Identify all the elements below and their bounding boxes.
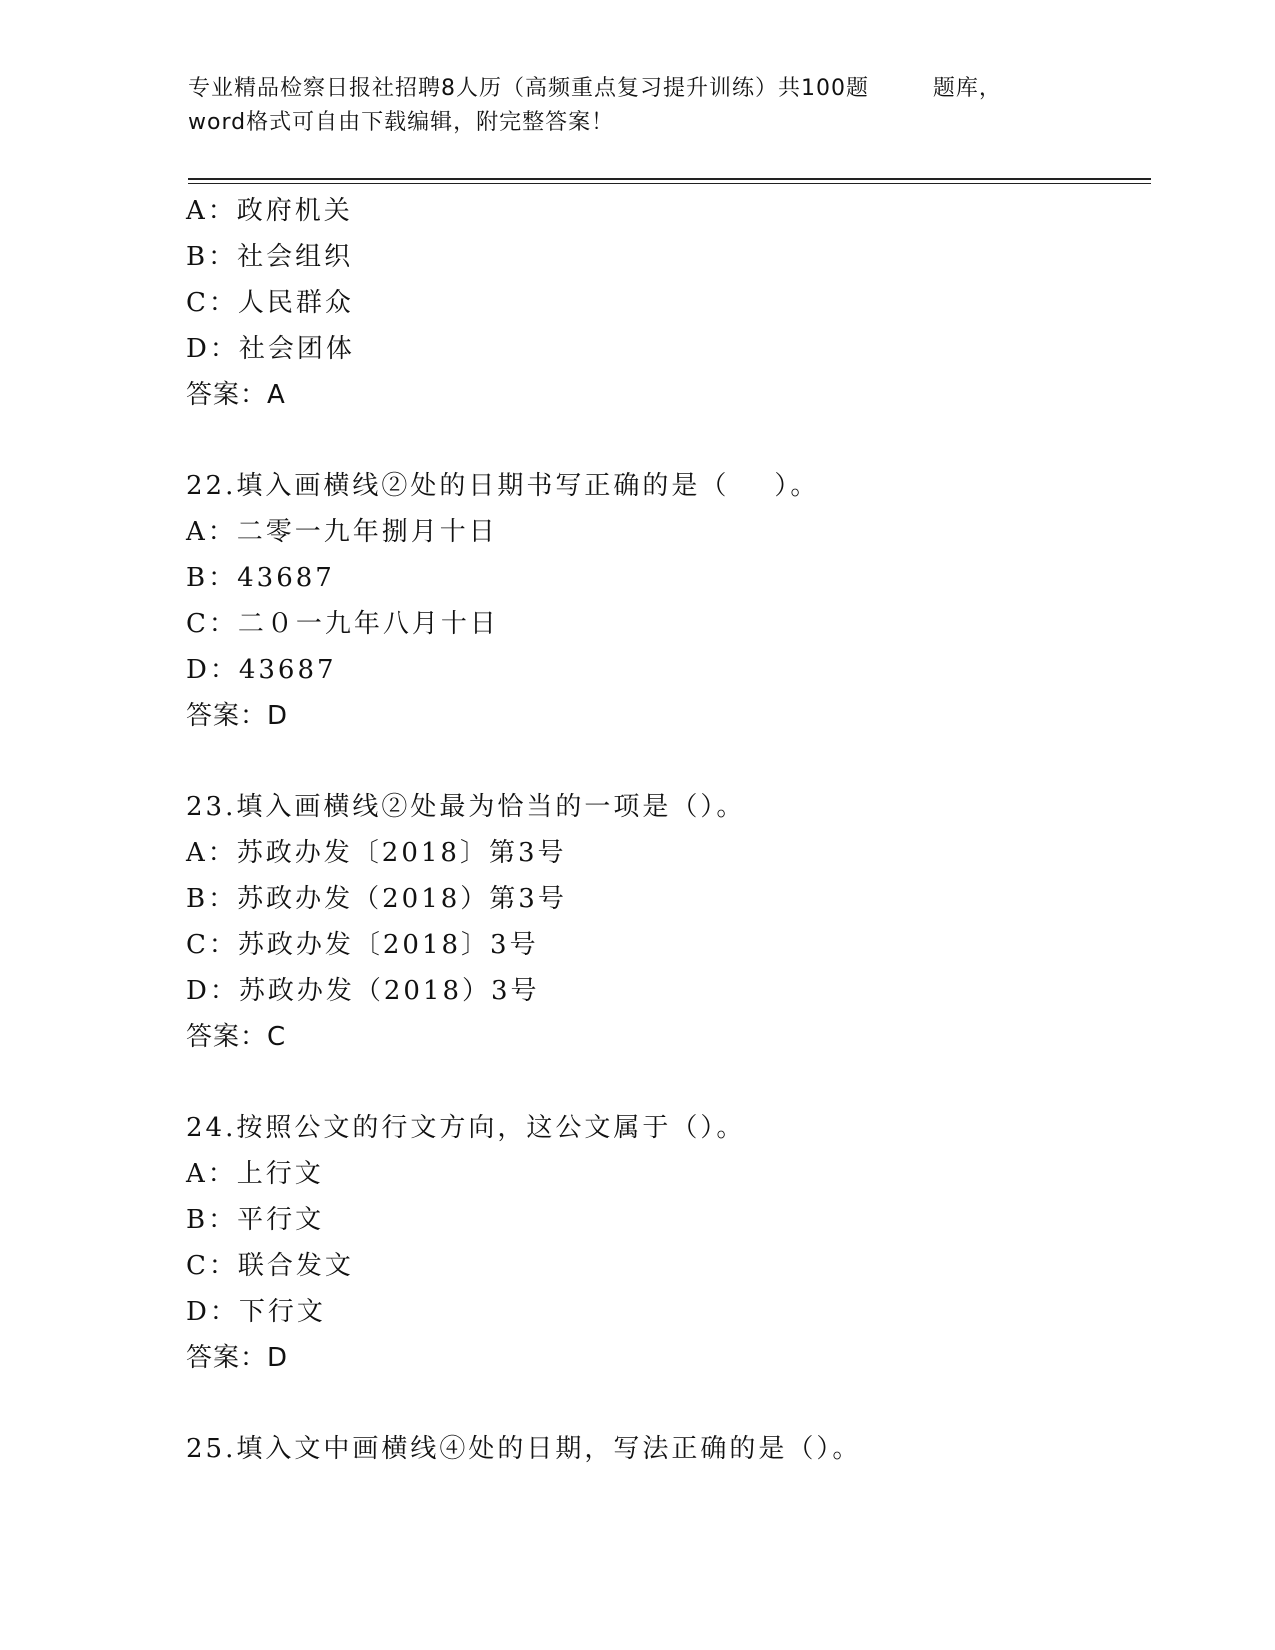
option-d: D：43687: [186, 655, 337, 685]
question-block-24: [186, 1105, 1146, 1381]
option-c: C：人民群众: [186, 288, 354, 318]
question-text: 24.按照公文的行文方向，这公文属于（）。: [186, 1113, 746, 1143]
header-subtitle-line: word格式可自由下载编辑，附完整答案！: [188, 110, 615, 135]
question-block-25: [186, 1426, 1146, 1472]
document-header: [188, 72, 1148, 140]
option-b: B：社会组织: [186, 242, 354, 272]
question-list: [186, 188, 1146, 1472]
option-a: A：上行文: [186, 1159, 324, 1189]
question-text: 25.填入文中画横线④处的日期，写法正确的是（）。: [186, 1434, 862, 1464]
option-c: C：二０一九年八月十日: [186, 609, 499, 639]
question-block-23: [186, 784, 1146, 1060]
answer-line: 答案：A: [186, 380, 286, 410]
question-block-21: [186, 188, 1146, 418]
header-divider-thick: [188, 178, 1151, 180]
option-c: C：联合发文: [186, 1251, 354, 1281]
answer-line: 答案：D: [186, 1343, 289, 1373]
option-b: B：平行文: [186, 1205, 325, 1235]
question-block-22: [186, 463, 1146, 739]
option-b: B：43687: [186, 563, 335, 593]
option-d: D：下行文: [186, 1297, 326, 1327]
option-d: D：苏政办发（2018）3号: [186, 976, 540, 1006]
option-a: A：苏政办发〔2018〕第3号: [186, 838, 567, 868]
option-c: C：苏政办发〔2018〕3号: [186, 930, 539, 960]
answer-line: 答案：C: [186, 1022, 287, 1052]
question-text: 23.填入画横线②处最为恰当的一项是（）。: [186, 792, 746, 822]
option-a: A：政府机关: [186, 196, 353, 226]
header-divider-thin: [188, 183, 1151, 184]
header-title-line: 专业精品检察日报社招聘8人历（高频重点复习提升训练）共100题 题库，: [188, 76, 1002, 101]
option-b: B：苏政办发（2018）第3号: [186, 884, 567, 914]
option-d: D：社会团体: [186, 334, 355, 364]
question-text: 22.填入画横线②处的日期书写正确的是（ ）。: [186, 471, 820, 501]
answer-line: 答案：D: [186, 701, 289, 731]
option-a: A：二零一九年捌月十日: [186, 517, 498, 547]
